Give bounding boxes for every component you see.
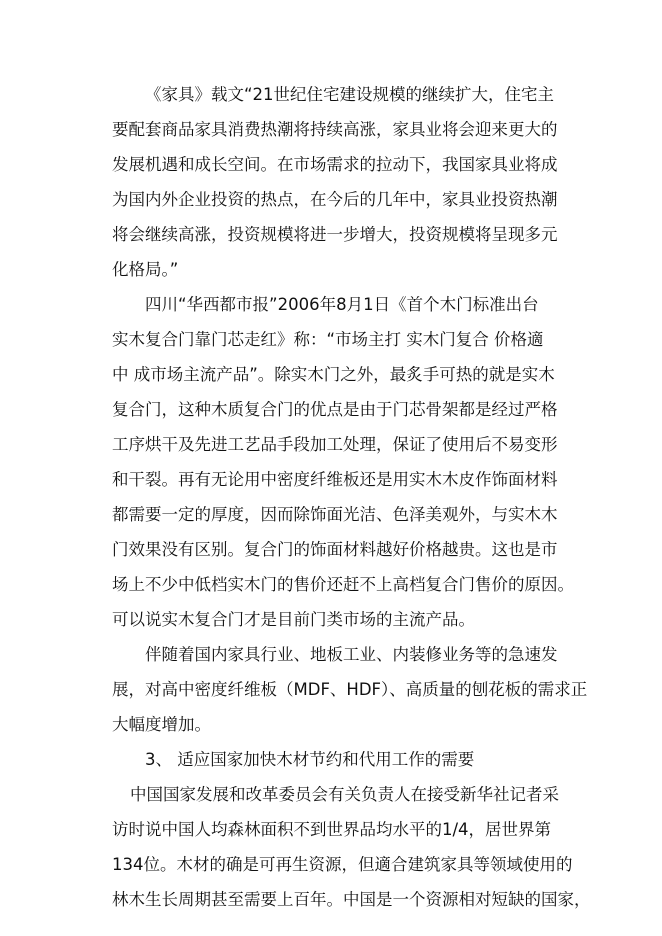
paragraph-2-line-1: 四川“华西都市报”2006年8月1日《首个木门标准出台 [145,295,539,314]
paragraph-1-line-3: 发展机遇和成长空间。在市场需求的拉动下，我国家具业将成 [112,155,558,174]
paragraph-2-line-8: 门效果没有区别。复合门的饰面材料越好价格越贵。这也是市 [112,540,558,559]
paragraph-4-line-1: 中国国家发展和改革委员会有关负责人在接受新华社记者采 [130,785,559,804]
paragraph-4-line-2: 访时说中国人均森林面积不到世界品均水平的1/4，居世界第 [112,820,552,839]
paragraph-1-line-5: 将会继续高涨，投资规模将进一步增大，投资规模将呈现多元 [112,225,558,244]
paragraph-3-line-3: 大幅度增加。 [112,715,211,734]
paragraph-2-line-7: 都需要一定的厚度，因而除饰面光洁、色泽美观外，与实木木 [112,505,558,524]
paragraph-3-line-2: 展，对高中密度纤维板（MDF、HDF）、高质量的刨花板的需求正 [112,680,588,699]
paragraph-3-line-1: 伴随着国内家具行业、地板工业、内装修业务等的急速发 [145,645,558,664]
paragraph-1-line-4: 为国内外企业投资的热点，在今后的几年中，家具业投资热潮 [112,190,558,209]
paragraph-4-line-3: 134位。木材的确是可再生资源，但適合建筑家具等领域使用的 [112,855,573,874]
paragraph-2-line-9: 场上不少中低档实木门的售价还赶不上高档复合门售价的原因。 [112,575,574,594]
paragraph-2-line-10: 可以说实木复合门才是目前门类市场的主流产品。 [112,610,475,629]
paragraph-2-line-6: 和干裂。再有无论用中密度纤维板还是用实木木皮作饰面材料 [112,470,558,489]
paragraph-4-line-4: 林木生长周期甚至需要上百年。中国是一个资源相对短缺的国家， [112,890,591,909]
paragraph-2-line-4: 复合门，这种木质复合门的优点是由于门芯骨架都是经过严格 [112,400,558,419]
paragraph-1-line-2: 要配套商品家具消费热潮将持续高涨，家具业将会迎来更大的 [112,120,558,139]
paragraph-2-line-5: 工序烘干及先进工艺品手段加工处理，保证了使用后不易变形 [112,435,558,454]
paragraph-2-line-2: 实木复合门靠门芯走红》称：“市场主打 实木门复合 价格適 [112,330,544,349]
paragraph-2-line-3: 中 成市场主流产品”。除实木门之外，最炙手可热的就是实木 [112,365,555,384]
section-heading: 3、 适应国家加快木材节约和代用工作的需要 [145,750,475,769]
paragraph-1-line-1: 《家具》载文“21世纪住宅建设规模的继续扩大，住宅主 [145,85,555,104]
paragraph-1-line-6: 化格局。” [112,260,179,279]
